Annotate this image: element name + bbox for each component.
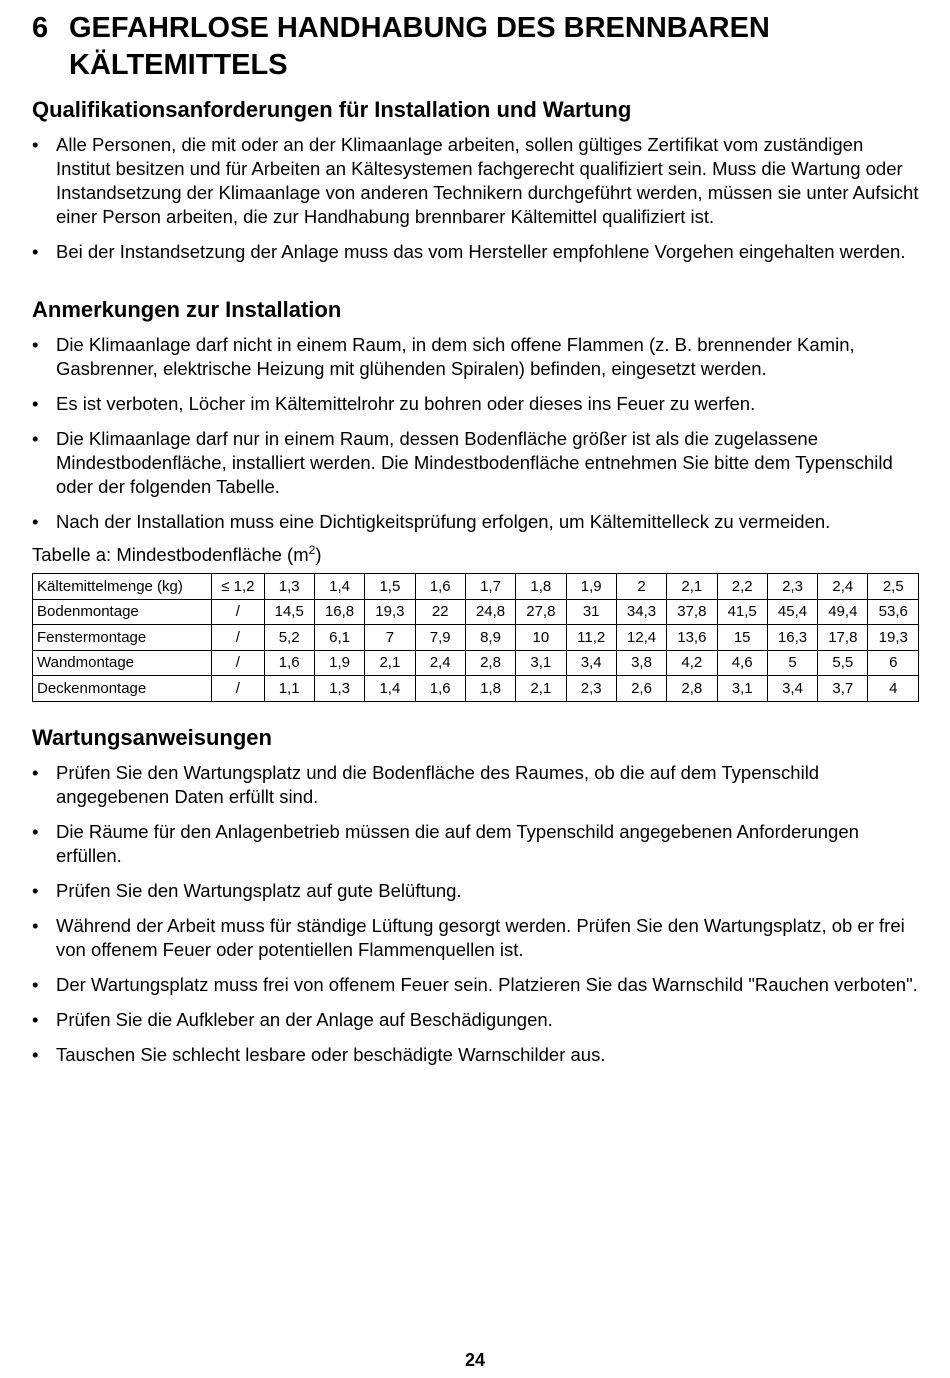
table-cell: 1,8: [516, 574, 566, 600]
table-cell: 7: [365, 625, 415, 651]
table-cell: 1,8: [465, 676, 515, 702]
list-item: • Prüfen Sie die Aufkleber an der Anlage auf Beschädigungen.: [32, 1008, 920, 1032]
table-cell: 1,6: [264, 650, 314, 676]
table-cell: 2,1: [365, 650, 415, 676]
table-caption-end: ): [315, 544, 322, 565]
table-cell: 2,3: [767, 574, 817, 600]
table-cell: 53,6: [868, 599, 919, 625]
table-row: [33, 625, 919, 651]
table-cell: 4,6: [717, 650, 767, 676]
table-cell: 1,3: [314, 676, 364, 702]
list-item: • Der Wartungsplatz muss frei von offenem Feuer sein. Platzieren Sie das Warnschild "Rauchen verboten".: [32, 973, 920, 997]
table-cell: /: [212, 676, 264, 702]
table-caption-superscript: 2: [308, 542, 316, 557]
table-cell: 12,4: [616, 625, 666, 651]
table-cell: /: [212, 599, 264, 625]
table-row-label: Fenstermontage: [33, 625, 212, 651]
table-cell: 24,8: [465, 599, 515, 625]
table-cell: 2,6: [616, 676, 666, 702]
table-cell: 16,3: [767, 625, 817, 651]
table-row-label: Bodenmontage: [33, 599, 212, 625]
table-cell: 2,3: [566, 676, 616, 702]
document-page: [32, 10, 920, 1078]
list-item: • Es ist verboten, Löcher im Kältemittelrohr zu bohren oder dieses ins Feuer zu werfen.: [32, 392, 920, 416]
table-cell: 3,4: [566, 650, 616, 676]
table-cell: 2,8: [465, 650, 515, 676]
table-cell: 1,4: [365, 676, 415, 702]
table-row: [33, 574, 919, 600]
table-cell: 1,9: [566, 574, 616, 600]
section-heading-installation: Anmerkungen zur Installation: [32, 297, 342, 322]
table-cell: 17,8: [818, 625, 868, 651]
min-floor-area-table: [32, 573, 919, 702]
table-row: [33, 599, 919, 625]
table-cell: 41,5: [717, 599, 767, 625]
table-cell: 27,8: [516, 599, 566, 625]
table-body: [33, 574, 919, 702]
table-cell: 1,6: [415, 574, 465, 600]
table-cell: 3,8: [616, 650, 666, 676]
table-cell: 5,2: [264, 625, 314, 651]
table-cell: 49,4: [818, 599, 868, 625]
installation-list: [32, 333, 920, 534]
chapter-title: GEFAHRLOSE HANDHABUNG DES BRENNBAREN KÄLTEMITTELS: [69, 12, 770, 81]
list-item: • Die Klimaanlage darf nur in einem Raum, dessen Bodenfläche größer ist als die zugelassene Mindestbodenfläche, installiert werden. Die Mindestbodenfläche entnehmen Sie bitte dem Typenschild oder der folgenden Tabelle.: [32, 427, 920, 499]
table-cell: 2: [616, 574, 666, 600]
table-cell: 1,6: [415, 676, 465, 702]
table-cell: /: [212, 650, 264, 676]
table-cell: ≤ 1,2: [212, 574, 264, 600]
list-item: • Prüfen Sie den Wartungsplatz und die Bodenfläche des Raumes, ob die auf dem Typenschild angegebenen Daten erfüllt sind.: [32, 761, 920, 809]
table-cell: 19,3: [868, 625, 919, 651]
table-row-label: Kältemittelmenge (kg): [33, 574, 212, 600]
table-caption-text: Tabelle a: Mindestbodenfläche (m: [32, 544, 309, 565]
list-item: • Alle Personen, die mit oder an der Klimaanlage arbeiten, sollen gültiges Zertifikat vom zuständigen Institut besitzen und für Arbeiten an Kältesystemen fachgerecht qualifiziert sein. Muss die Wartung oder Instandsetzung der Klimaanlage von anderen Technikern durchgeführt werden, müssen sie unter Aufsicht einer Person arbeiten, die zur Handhabung brennbarer Kältemittel qualifiziert ist.: [32, 133, 920, 229]
table-cell: 6,1: [314, 625, 364, 651]
list-item: • Bei der Instandsetzung der Anlage muss das vom Hersteller empfohlene Vorgehen eingehalten werden.: [32, 240, 920, 264]
table-cell: 7,9: [415, 625, 465, 651]
table-cell: 2,4: [415, 650, 465, 676]
table-cell: 19,3: [365, 599, 415, 625]
list-item: • Prüfen Sie den Wartungsplatz auf gute Belüftung.: [32, 879, 920, 903]
page-number: 24: [464, 1350, 486, 1370]
table-cell: 3,7: [818, 676, 868, 702]
chapter-heading: [32, 10, 920, 84]
table-cell: 13,6: [667, 625, 717, 651]
list-item: • Während der Arbeit muss für ständige Lüftung gesorgt werden. Prüfen Sie den Wartungsplatz, ob er frei von offenem Feuer oder potentiellen Flammenquellen ist.: [32, 914, 920, 962]
table-cell: 8,9: [465, 625, 515, 651]
table-cell: 10: [516, 625, 566, 651]
maintenance-list: [32, 761, 920, 1067]
table-cell: 1,7: [465, 574, 515, 600]
table-cell: 5,5: [818, 650, 868, 676]
table-cell: 1,4: [314, 574, 364, 600]
section-heading-maintenance: Wartungsanweisungen: [32, 724, 272, 750]
table-cell: 37,8: [667, 599, 717, 625]
table-cell: 15: [717, 625, 767, 651]
table-cell: /: [212, 625, 264, 651]
table-cell: 45,4: [767, 599, 817, 625]
list-item: • Nach der Installation muss eine Dichtigkeitsprüfung erfolgen, um Kältemittelleck zu vermeiden.: [32, 510, 920, 534]
table-caption: [32, 543, 920, 567]
qualification-list: [32, 133, 920, 264]
table-cell: 1,1: [264, 676, 314, 702]
table-row: [33, 676, 919, 702]
table-cell: 2,1: [667, 574, 717, 600]
table-cell: 31: [566, 599, 616, 625]
table-cell: 16,8: [314, 599, 364, 625]
list-item: • Die Klimaanlage darf nicht in einem Raum, in dem sich offene Flammen (z. B. brennender Kamin, Gasbrenner, elektrische Heizung mit glühenden Spiralen) befinden, eingesetzt werden.: [32, 333, 920, 381]
list-item: • Die Räume für den Anlagenbetrieb müssen die auf dem Typenschild angegebenen Anforderungen erfüllen.: [32, 820, 920, 868]
table-cell: 1,5: [365, 574, 415, 600]
table-cell: 34,3: [616, 599, 666, 625]
table-cell: 3,1: [516, 650, 566, 676]
section-heading-qualification: Qualifikationsanforderungen für Installation und Wartung: [32, 97, 632, 122]
table-cell: 1,9: [314, 650, 364, 676]
table-cell: 11,2: [566, 625, 616, 651]
table-cell: 2,5: [868, 574, 919, 600]
table-cell: 2,4: [818, 574, 868, 600]
table-cell: 14,5: [264, 599, 314, 625]
table-cell: 4,2: [667, 650, 717, 676]
table-cell: 3,1: [717, 676, 767, 702]
chapter-number: 6: [32, 12, 49, 44]
list-item: • Tauschen Sie schlecht lesbare oder beschädigte Warnschilder aus.: [32, 1043, 920, 1067]
table-cell: 4: [868, 676, 919, 702]
table-cell: 6: [868, 650, 919, 676]
table-row-label: Deckenmontage: [33, 676, 212, 702]
table-row-label: Wandmontage: [33, 650, 212, 676]
table-cell: 2,2: [717, 574, 767, 600]
table-row: [33, 650, 919, 676]
table-cell: 22: [415, 599, 465, 625]
table-cell: 2,1: [516, 676, 566, 702]
table-cell: 3,4: [767, 676, 817, 702]
table-cell: 1,3: [264, 574, 314, 600]
table-cell: 5: [767, 650, 817, 676]
table-cell: 2,8: [667, 676, 717, 702]
